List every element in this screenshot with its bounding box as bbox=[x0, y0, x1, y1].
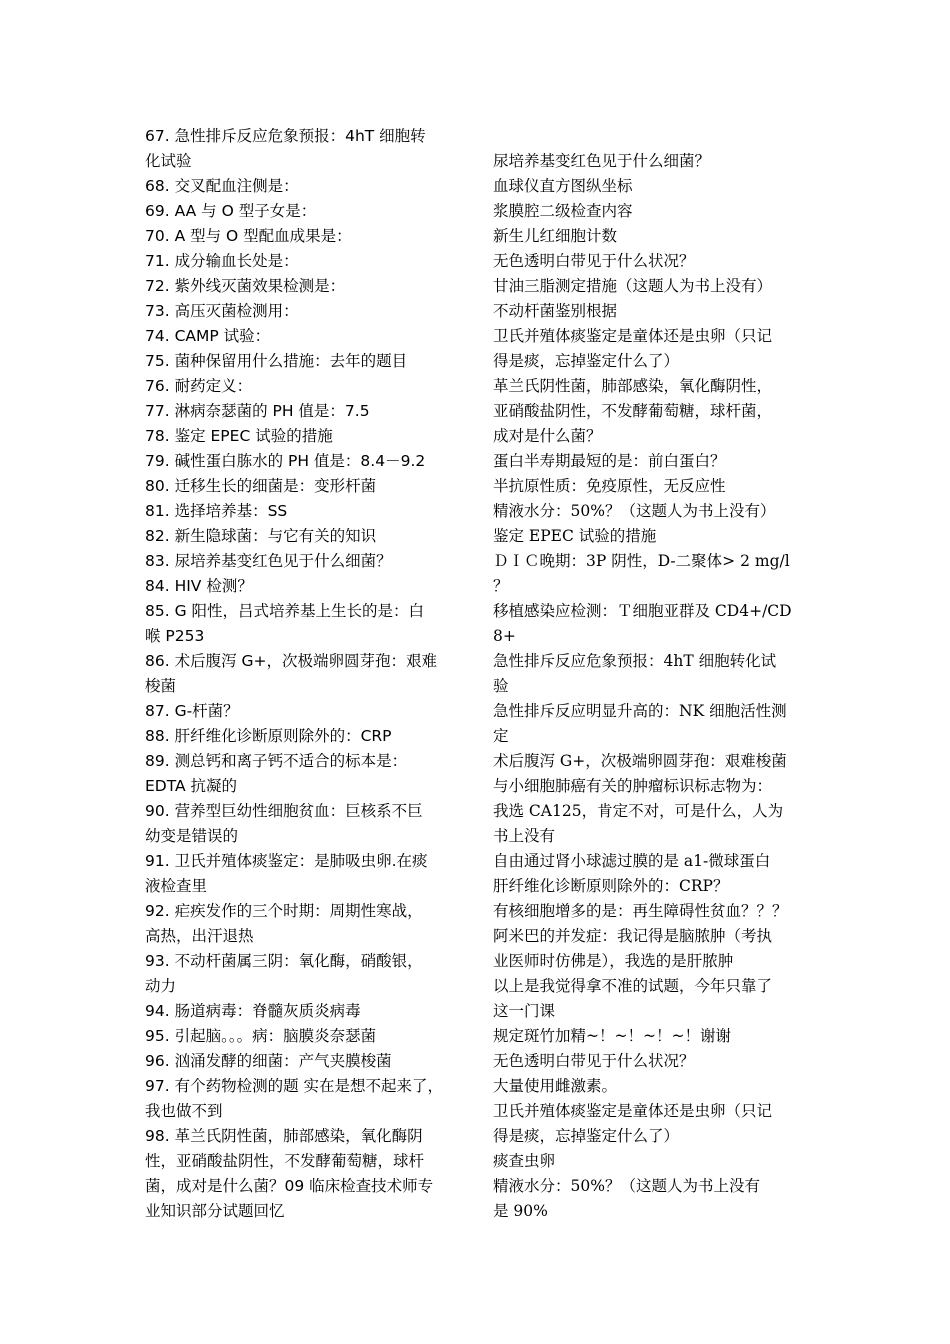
left-column-line: 98. 革兰氏阴性菌，肺部感染，氧化酶阴 bbox=[145, 1127, 423, 1145]
left-column-line: 76. 耐药定义： bbox=[145, 377, 253, 395]
right-column-line: 精液水分：50%？（这题人为书上没有） bbox=[493, 502, 776, 520]
left-column-line: 70. A 型与 O 型配血成果是： bbox=[145, 227, 352, 245]
left-column-line: 梭菌 bbox=[145, 677, 177, 695]
left-column-line: 77. 淋病奈瑟菌的 PH 值是：7.5 bbox=[145, 402, 370, 420]
left-column-line: 86. 术后腹泻 G+，次极端卵圆芽孢：艰难 bbox=[145, 652, 438, 670]
left-column-line: 化试验 bbox=[145, 152, 192, 170]
right-column-line: 无色透明白带见于什么状况？ bbox=[493, 1052, 695, 1070]
right-column-line: 书上没有 bbox=[493, 827, 556, 845]
right-column-line: 甘油三脂测定措施（这题人为书上没有） bbox=[493, 277, 773, 295]
left-column-line: 78. 鉴定 EPEC 试验的措施 bbox=[145, 427, 333, 445]
left-column-line: 我也做不到 bbox=[145, 1102, 223, 1120]
right-column-line: 成对是什么菌？ bbox=[493, 427, 602, 445]
right-column-line: 移植感染应检测：Ｔ细胞亚群及 CD4+/CD bbox=[493, 602, 792, 620]
right-column-line: 半抗原性质：免疫原性，无反应性 bbox=[493, 477, 726, 495]
left-column-line: 菌，成对是什么菌？09 临床检查技术师专 bbox=[145, 1177, 434, 1195]
right-column-line: 自由通过肾小球滤过膜的是 a1-微球蛋白 bbox=[493, 852, 771, 870]
right-column-line: 革兰氏阴性菌，肺部感染，氧化酶阴性， bbox=[493, 377, 773, 395]
right-column-line: 急性排斥反应明显升高的：NK 细胞活性测 bbox=[493, 702, 787, 720]
right-column-line: 蛋白半寿期最短的是：前白蛋白？ bbox=[493, 452, 726, 470]
right-column-line: 卫氏并殖体痰鉴定是童体还是虫卵（只记 bbox=[493, 1102, 773, 1120]
right-column-line: 与小细胞肺癌有关的肿瘤标识标志物为： bbox=[493, 777, 773, 795]
right-column-line: 不动杆菌鉴别根据 bbox=[493, 302, 618, 320]
left-column-line: 幼变是错误的 bbox=[145, 827, 239, 845]
right-column-line: 新生儿红细胞计数 bbox=[493, 227, 618, 245]
right-column bbox=[493, 149, 811, 1224]
left-column-line: 73. 高压灭菌检测用： bbox=[145, 302, 299, 320]
left-column-line: 67. 急性排斥反应危象预报：4hT 细胞转 bbox=[145, 127, 426, 145]
left-column-line: 93. 不动杆菌属三阴：氧化酶，硝酸银， bbox=[145, 952, 423, 970]
left-column-line: 动力 bbox=[145, 977, 177, 995]
left-column-line: 90. 营养型巨幼性细胞贫血：巨核系不巨 bbox=[145, 802, 423, 820]
left-column-line: 79. 碱性蛋白胨水的 PH 值是：8.4－9.2 bbox=[145, 452, 426, 470]
left-column-line: 96. 汹涌发酵的细菌：产气夹膜梭菌 bbox=[145, 1052, 392, 1070]
left-column-line: 71. 成分输血长处是： bbox=[145, 252, 299, 270]
right-column-line: 血球仪直方图纵坐标 bbox=[493, 177, 633, 195]
left-column-line: 72. 紫外线灭菌效果检测是： bbox=[145, 277, 346, 295]
left-column-line: 性，亚硝酸盐阴性，不发酵葡萄糖，球杆 bbox=[145, 1152, 425, 1170]
right-column-line: 痰查虫卵 bbox=[493, 1152, 556, 1170]
left-column-line: 81. 选择培养基：SS bbox=[145, 502, 288, 520]
left-column-line: 85. G 阳性，吕式培养基上生长的是：白 bbox=[145, 602, 425, 620]
right-column-line: 肝纤维化诊断原则除外的：CRP？ bbox=[493, 877, 729, 895]
left-column-line: 74. CAMP 试验： bbox=[145, 327, 271, 345]
right-column-line: 急性排斥反应危象预报：4hT 细胞转化试 bbox=[493, 652, 777, 670]
right-column-line: 无色透明白带见于什么状况？ bbox=[493, 252, 695, 270]
left-column-line: 84. HIV 检测？ bbox=[145, 577, 253, 595]
left-column-line: 液检查里 bbox=[145, 877, 208, 895]
left-column-line: 89. 测总钙和离子钙不适合的标本是： bbox=[145, 752, 408, 770]
right-column-line: 定 bbox=[493, 727, 509, 745]
left-column-line: 高热，出汗退热 bbox=[145, 927, 254, 945]
right-column-line: 我选 CA125，肯定不对，可是什么，人为 bbox=[493, 802, 784, 820]
left-column-line: 业知识部分试题回忆 bbox=[145, 1202, 285, 1220]
left-column-line: 83. 尿培养基变红色见于什么细菌？ bbox=[145, 552, 392, 570]
left-column-line: 68. 交叉配血注侧是： bbox=[145, 177, 299, 195]
right-column-line: 亚硝酸盐阴性，不发酵葡萄糖，球杆菌， bbox=[493, 402, 773, 420]
right-column-line: 尿培养基变红色见于什么细菌？ bbox=[493, 152, 711, 170]
right-column-line: 鉴定 EPEC 试验的措施 bbox=[493, 527, 657, 545]
left-column-line: 87. G-杆菌？ bbox=[145, 702, 239, 720]
left-column-line: 95. 引起脑。。。病：脑膜炎奈瑟菌 bbox=[145, 1027, 377, 1045]
left-column-line: 69. AA 与 O 型子女是： bbox=[145, 202, 317, 220]
left-column-line: 92. 疟疾发作的三个时期：周期性寒战， bbox=[145, 902, 423, 920]
right-column-line: 大量使用雌激素。 bbox=[493, 1077, 618, 1095]
left-column-line: 91. 卫氏并殖体痰鉴定：是肺吸虫卵.在痰 bbox=[145, 852, 428, 870]
right-column-line: 术后腹泻 G+，次极端卵圆芽孢：艰难梭菌 bbox=[493, 752, 787, 770]
left-column-line: 喉 P253 bbox=[145, 627, 205, 645]
right-column-line: ？ bbox=[493, 577, 509, 595]
right-column-line: 以上是我觉得拿不准的试题，今年只靠了 bbox=[493, 977, 773, 995]
right-column-line: 浆膜腔二级检查内容 bbox=[493, 202, 633, 220]
right-column-line: 得是痰，忘掉鉴定什么了） bbox=[493, 1127, 680, 1145]
left-column-line: 97. 有个药物检测的题 实在是想不起来了， bbox=[145, 1077, 444, 1095]
right-column-line: 验 bbox=[493, 677, 509, 695]
left-column-line: 80. 迁移生长的细菌是：变形杆菌 bbox=[145, 477, 377, 495]
right-column-line: 是 90% bbox=[493, 1202, 548, 1220]
right-column-line: 有核细胞增多的是：再生障碍性贫血？？？ bbox=[493, 902, 788, 920]
left-column-line: EDTA 抗凝的 bbox=[145, 777, 238, 795]
right-column-line: 得是痰，忘掉鉴定什么了） bbox=[493, 352, 680, 370]
right-column-line: 规定斑竹加精~！~！~！~！谢谢 bbox=[493, 1027, 731, 1045]
right-column-line: ＤＩＣ晚期：3P 阴性，D-二聚体> 2 mg/l bbox=[493, 552, 790, 570]
right-column-line: 业医师时仿佛是），我选的是肝脓肿 bbox=[493, 952, 734, 970]
left-column-line: 75. 菌种保留用什么措施：去年的题目 bbox=[145, 352, 408, 370]
right-column-line: 精液水分：50%？（这题人为书上没有 bbox=[493, 1177, 760, 1195]
right-column-line: 卫氏并殖体痰鉴定是童体还是虫卵（只记 bbox=[493, 327, 773, 345]
left-column-line: 82. 新生隐球菌：与它有关的知识 bbox=[145, 527, 377, 545]
left-column-line: 88. 肝纤维化诊断原则除外的：CRP bbox=[145, 727, 392, 745]
left-column bbox=[145, 124, 463, 1224]
left-column-line: 94. 肠道病毒：脊髓灰质炎病毒 bbox=[145, 1002, 361, 1020]
right-column-line: 这一门课 bbox=[493, 1002, 556, 1020]
right-column-line: 8+ bbox=[493, 627, 516, 645]
right-column-line: 阿米巴的并发症：我记得是脑脓肿（考执 bbox=[493, 927, 773, 945]
